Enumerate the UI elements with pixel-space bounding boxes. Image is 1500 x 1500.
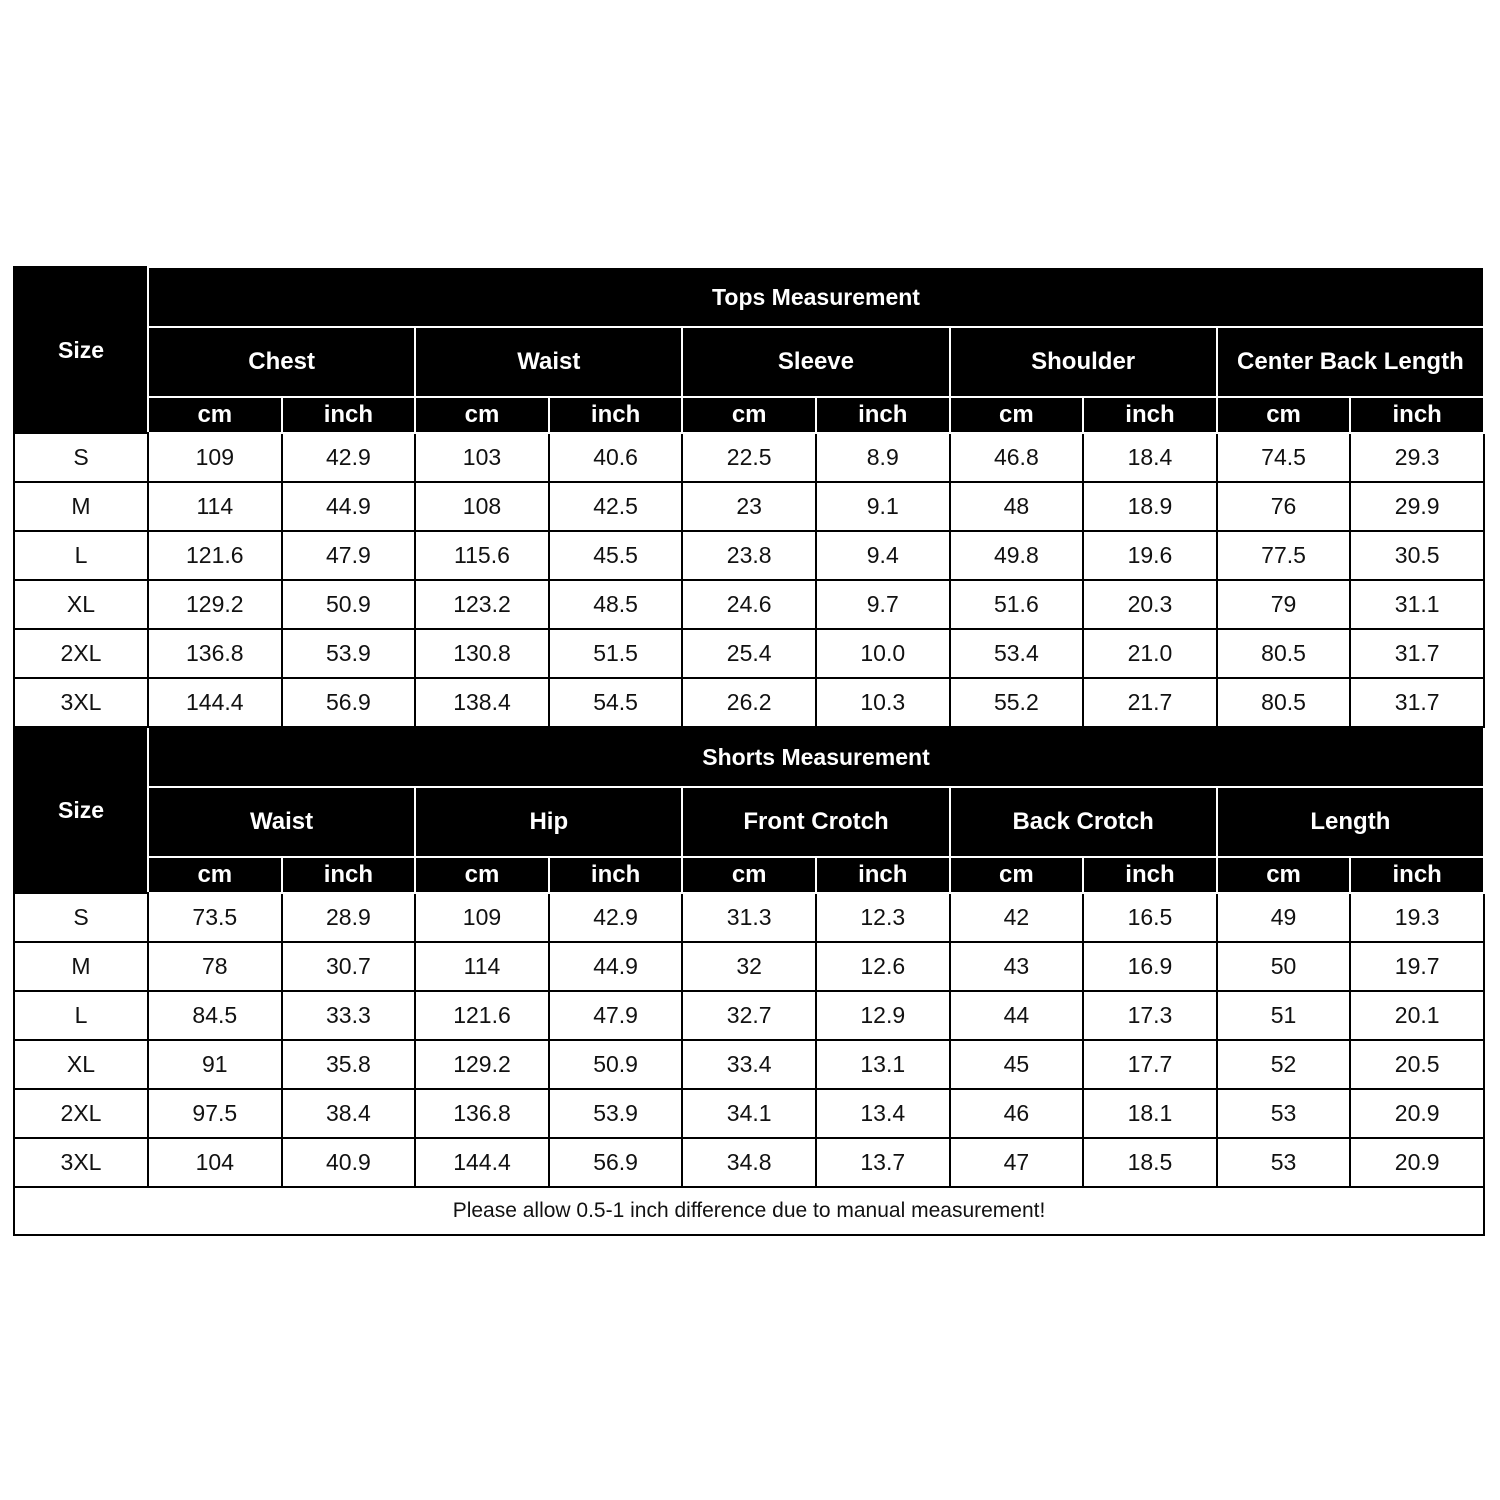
value-cell: 32.7 bbox=[682, 991, 816, 1040]
size-cell: 3XL bbox=[14, 1138, 148, 1187]
value-cell: 16.5 bbox=[1083, 893, 1217, 942]
size-cell: 3XL bbox=[14, 678, 148, 727]
value-cell: 25.4 bbox=[682, 629, 816, 678]
tops-title-row bbox=[14, 267, 1484, 327]
value-cell: 10.3 bbox=[816, 678, 950, 727]
unit-header-inch: inch bbox=[816, 397, 950, 433]
value-cell: 23.8 bbox=[682, 531, 816, 580]
value-cell: 50.9 bbox=[282, 580, 416, 629]
value-cell: 22.5 bbox=[682, 433, 816, 482]
value-cell: 50.9 bbox=[549, 1040, 683, 1089]
value-cell: 21.7 bbox=[1083, 678, 1217, 727]
value-cell: 45 bbox=[950, 1040, 1084, 1089]
value-cell: 19.6 bbox=[1083, 531, 1217, 580]
size-cell: L bbox=[14, 991, 148, 1040]
shorts-group-header: Back Crotch bbox=[950, 787, 1217, 857]
value-cell: 12.3 bbox=[816, 893, 950, 942]
value-cell: 74.5 bbox=[1217, 433, 1351, 482]
value-cell: 16.9 bbox=[1083, 942, 1217, 991]
value-cell: 49.8 bbox=[950, 531, 1084, 580]
value-cell: 144.4 bbox=[415, 1138, 549, 1187]
unit-header-cm: cm bbox=[415, 397, 549, 433]
value-cell: 24.6 bbox=[682, 580, 816, 629]
measurement-note: Please allow 0.5-1 inch difference due to manual measurement! bbox=[14, 1187, 1484, 1235]
value-cell: 30.7 bbox=[282, 942, 416, 991]
value-cell: 40.6 bbox=[549, 433, 683, 482]
size-cell: S bbox=[14, 893, 148, 942]
value-cell: 49 bbox=[1217, 893, 1351, 942]
value-cell: 9.4 bbox=[816, 531, 950, 580]
value-cell: 20.5 bbox=[1350, 1040, 1484, 1089]
value-cell: 40.9 bbox=[282, 1138, 416, 1187]
table-row bbox=[14, 893, 1484, 942]
size-cell: XL bbox=[14, 580, 148, 629]
value-cell: 42.9 bbox=[549, 893, 683, 942]
shorts-group-row bbox=[14, 787, 1484, 857]
value-cell: 13.7 bbox=[816, 1138, 950, 1187]
value-cell: 47.9 bbox=[282, 531, 416, 580]
value-cell: 50 bbox=[1217, 942, 1351, 991]
value-cell: 73.5 bbox=[148, 893, 282, 942]
value-cell: 34.8 bbox=[682, 1138, 816, 1187]
value-cell: 31.7 bbox=[1350, 678, 1484, 727]
unit-header-inch: inch bbox=[816, 857, 950, 893]
value-cell: 26.2 bbox=[682, 678, 816, 727]
value-cell: 97.5 bbox=[148, 1089, 282, 1138]
unit-header-inch: inch bbox=[549, 397, 683, 433]
value-cell: 138.4 bbox=[415, 678, 549, 727]
value-cell: 19.7 bbox=[1350, 942, 1484, 991]
value-cell: 47 bbox=[950, 1138, 1084, 1187]
value-cell: 23 bbox=[682, 482, 816, 531]
value-cell: 104 bbox=[148, 1138, 282, 1187]
value-cell: 77.5 bbox=[1217, 531, 1351, 580]
value-cell: 12.6 bbox=[816, 942, 950, 991]
value-cell: 18.5 bbox=[1083, 1138, 1217, 1187]
tops-group-header: Sleeve bbox=[682, 327, 949, 397]
table-row bbox=[14, 942, 1484, 991]
size-cell: 2XL bbox=[14, 629, 148, 678]
value-cell: 44.9 bbox=[549, 942, 683, 991]
unit-header-cm: cm bbox=[950, 857, 1084, 893]
note-row bbox=[14, 1187, 1484, 1235]
value-cell: 35.8 bbox=[282, 1040, 416, 1089]
value-cell: 114 bbox=[148, 482, 282, 531]
value-cell: 20.9 bbox=[1350, 1138, 1484, 1187]
value-cell: 29.9 bbox=[1350, 482, 1484, 531]
tops-section bbox=[14, 267, 1484, 727]
shorts-title-row bbox=[14, 727, 1484, 787]
unit-header-inch: inch bbox=[1350, 397, 1484, 433]
unit-header-cm: cm bbox=[148, 397, 282, 433]
value-cell: 18.4 bbox=[1083, 433, 1217, 482]
value-cell: 31.3 bbox=[682, 893, 816, 942]
unit-header-cm: cm bbox=[682, 397, 816, 433]
tops-title: Tops Measurement bbox=[148, 267, 1484, 327]
size-header: Size bbox=[14, 267, 148, 433]
unit-header-cm: cm bbox=[682, 857, 816, 893]
value-cell: 53 bbox=[1217, 1089, 1351, 1138]
size-cell: 2XL bbox=[14, 1089, 148, 1138]
unit-header-inch: inch bbox=[1083, 397, 1217, 433]
value-cell: 31.1 bbox=[1350, 580, 1484, 629]
value-cell: 10.0 bbox=[816, 629, 950, 678]
value-cell: 46.8 bbox=[950, 433, 1084, 482]
value-cell: 108 bbox=[415, 482, 549, 531]
value-cell: 48.5 bbox=[549, 580, 683, 629]
note-section bbox=[14, 1187, 1484, 1235]
value-cell: 31.7 bbox=[1350, 629, 1484, 678]
value-cell: 42.9 bbox=[282, 433, 416, 482]
unit-header-cm: cm bbox=[1217, 857, 1351, 893]
table-row bbox=[14, 678, 1484, 727]
table-row bbox=[14, 1089, 1484, 1138]
value-cell: 84.5 bbox=[148, 991, 282, 1040]
value-cell: 20.3 bbox=[1083, 580, 1217, 629]
value-cell: 33.4 bbox=[682, 1040, 816, 1089]
value-cell: 80.5 bbox=[1217, 678, 1351, 727]
value-cell: 13.1 bbox=[816, 1040, 950, 1089]
value-cell: 109 bbox=[148, 433, 282, 482]
value-cell: 13.4 bbox=[816, 1089, 950, 1138]
size-cell: XL bbox=[14, 1040, 148, 1089]
value-cell: 18.9 bbox=[1083, 482, 1217, 531]
value-cell: 78 bbox=[148, 942, 282, 991]
size-cell: S bbox=[14, 433, 148, 482]
value-cell: 123.2 bbox=[415, 580, 549, 629]
value-cell: 115.6 bbox=[415, 531, 549, 580]
table-row bbox=[14, 531, 1484, 580]
value-cell: 42 bbox=[950, 893, 1084, 942]
value-cell: 136.8 bbox=[148, 629, 282, 678]
unit-header-inch: inch bbox=[282, 397, 416, 433]
value-cell: 79 bbox=[1217, 580, 1351, 629]
value-cell: 103 bbox=[415, 433, 549, 482]
value-cell: 53.9 bbox=[549, 1089, 683, 1138]
table-row bbox=[14, 991, 1484, 1040]
tops-group-row bbox=[14, 327, 1484, 397]
value-cell: 44.9 bbox=[282, 482, 416, 531]
value-cell: 47.9 bbox=[549, 991, 683, 1040]
value-cell: 17.7 bbox=[1083, 1040, 1217, 1089]
unit-header-cm: cm bbox=[148, 857, 282, 893]
value-cell: 51 bbox=[1217, 991, 1351, 1040]
tops-unit-row bbox=[14, 397, 1484, 433]
value-cell: 9.1 bbox=[816, 482, 950, 531]
shorts-unit-row bbox=[14, 857, 1484, 893]
unit-header-inch: inch bbox=[1083, 857, 1217, 893]
size-header: Size bbox=[14, 727, 148, 893]
shorts-group-header: Front Crotch bbox=[682, 787, 949, 857]
value-cell: 17.3 bbox=[1083, 991, 1217, 1040]
value-cell: 53.9 bbox=[282, 629, 416, 678]
table-row bbox=[14, 580, 1484, 629]
tops-group-header: Shoulder bbox=[950, 327, 1217, 397]
value-cell: 18.1 bbox=[1083, 1089, 1217, 1138]
value-cell: 51.5 bbox=[549, 629, 683, 678]
unit-header-cm: cm bbox=[1217, 397, 1351, 433]
value-cell: 29.3 bbox=[1350, 433, 1484, 482]
unit-header-inch: inch bbox=[282, 857, 416, 893]
value-cell: 12.9 bbox=[816, 991, 950, 1040]
value-cell: 56.9 bbox=[282, 678, 416, 727]
value-cell: 42.5 bbox=[549, 482, 683, 531]
table-row bbox=[14, 433, 1484, 482]
value-cell: 48 bbox=[950, 482, 1084, 531]
table-row bbox=[14, 1040, 1484, 1089]
shorts-title: Shorts Measurement bbox=[148, 727, 1484, 787]
shorts-section bbox=[14, 727, 1484, 1187]
tops-group-header: Waist bbox=[415, 327, 682, 397]
value-cell: 45.5 bbox=[549, 531, 683, 580]
table-row bbox=[14, 629, 1484, 678]
value-cell: 20.1 bbox=[1350, 991, 1484, 1040]
value-cell: 121.6 bbox=[415, 991, 549, 1040]
shorts-group-header: Hip bbox=[415, 787, 682, 857]
value-cell: 56.9 bbox=[549, 1138, 683, 1187]
value-cell: 20.9 bbox=[1350, 1089, 1484, 1138]
value-cell: 28.9 bbox=[282, 893, 416, 942]
value-cell: 8.9 bbox=[816, 433, 950, 482]
tops-group-header: Center Back Length bbox=[1217, 327, 1484, 397]
tops-group-header: Chest bbox=[148, 327, 415, 397]
shorts-group-header: Length bbox=[1217, 787, 1484, 857]
shorts-group-header: Waist bbox=[148, 787, 415, 857]
value-cell: 76 bbox=[1217, 482, 1351, 531]
value-cell: 53 bbox=[1217, 1138, 1351, 1187]
value-cell: 144.4 bbox=[148, 678, 282, 727]
value-cell: 54.5 bbox=[549, 678, 683, 727]
value-cell: 91 bbox=[148, 1040, 282, 1089]
value-cell: 33.3 bbox=[282, 991, 416, 1040]
size-cell: M bbox=[14, 482, 148, 531]
size-cell: L bbox=[14, 531, 148, 580]
value-cell: 129.2 bbox=[415, 1040, 549, 1089]
value-cell: 19.3 bbox=[1350, 893, 1484, 942]
unit-header-inch: inch bbox=[1350, 857, 1484, 893]
value-cell: 9.7 bbox=[816, 580, 950, 629]
value-cell: 30.5 bbox=[1350, 531, 1484, 580]
unit-header-cm: cm bbox=[415, 857, 549, 893]
table-row bbox=[14, 482, 1484, 531]
value-cell: 46 bbox=[950, 1089, 1084, 1138]
value-cell: 80.5 bbox=[1217, 629, 1351, 678]
value-cell: 55.2 bbox=[950, 678, 1084, 727]
value-cell: 34.1 bbox=[682, 1089, 816, 1138]
value-cell: 44 bbox=[950, 991, 1084, 1040]
unit-header-cm: cm bbox=[950, 397, 1084, 433]
value-cell: 129.2 bbox=[148, 580, 282, 629]
value-cell: 43 bbox=[950, 942, 1084, 991]
value-cell: 136.8 bbox=[415, 1089, 549, 1138]
value-cell: 52 bbox=[1217, 1040, 1351, 1089]
value-cell: 109 bbox=[415, 893, 549, 942]
value-cell: 53.4 bbox=[950, 629, 1084, 678]
size-chart bbox=[13, 266, 1485, 1236]
table-row bbox=[14, 1138, 1484, 1187]
value-cell: 38.4 bbox=[282, 1089, 416, 1138]
value-cell: 51.6 bbox=[950, 580, 1084, 629]
value-cell: 21.0 bbox=[1083, 629, 1217, 678]
value-cell: 130.8 bbox=[415, 629, 549, 678]
value-cell: 32 bbox=[682, 942, 816, 991]
value-cell: 114 bbox=[415, 942, 549, 991]
unit-header-inch: inch bbox=[549, 857, 683, 893]
size-cell: M bbox=[14, 942, 148, 991]
value-cell: 121.6 bbox=[148, 531, 282, 580]
